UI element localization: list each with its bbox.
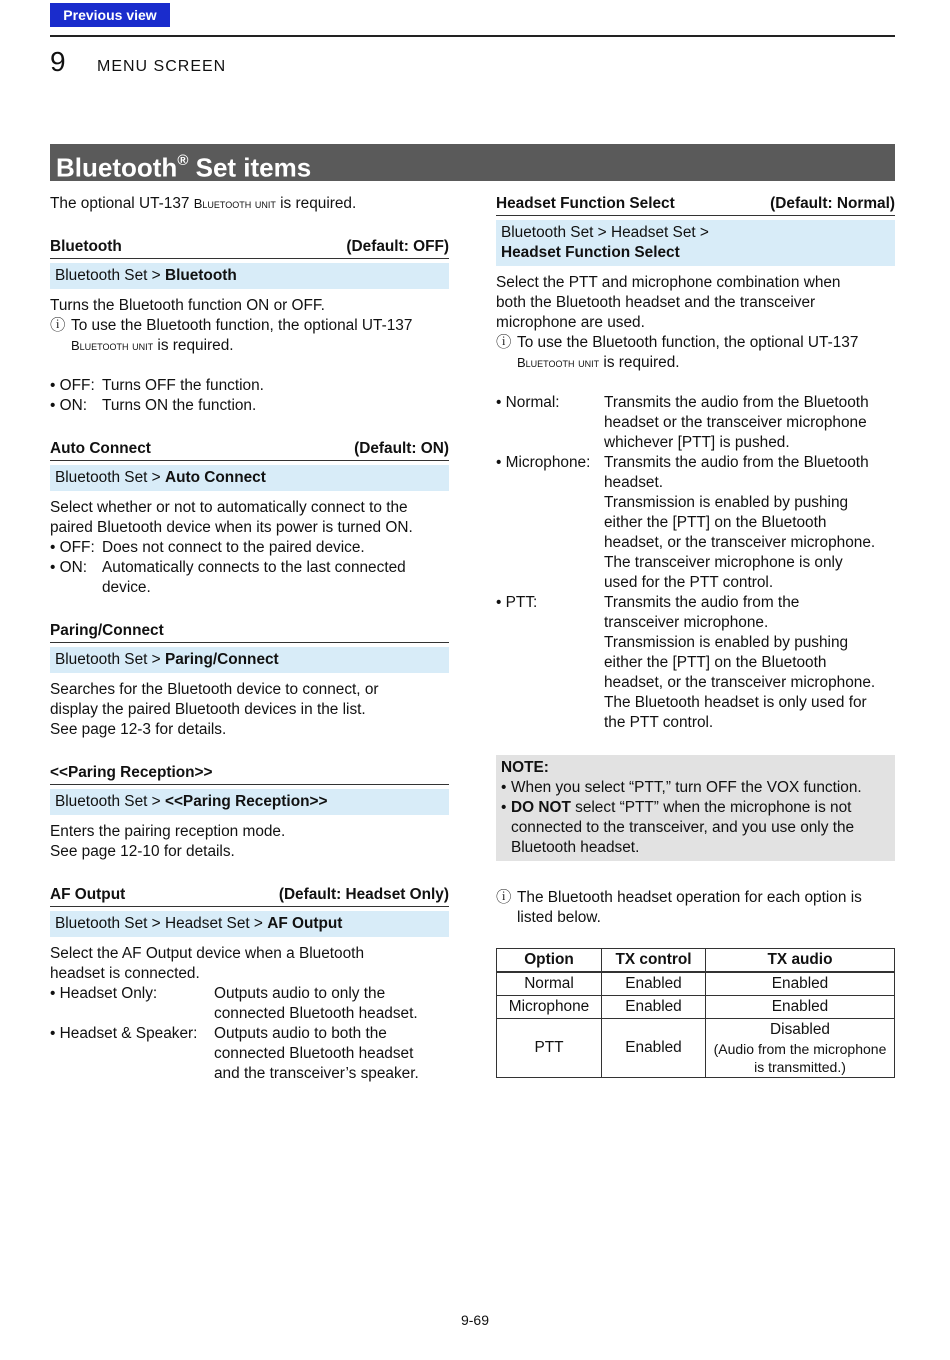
paring-connect-menu-path: Bluetooth Set > Paring/Connect — [50, 647, 449, 673]
note-title: NOTE: — [501, 759, 549, 776]
paring-reception-menu-path: Bluetooth Set > <<Paring Reception>> — [50, 789, 449, 815]
banner-title: Bluetooth — [56, 152, 178, 183]
auto-connect-menu-path: Bluetooth Set > Auto Connect — [50, 465, 449, 491]
bluetooth-desc: Turns the Bluetooth function ON or OFF. — [50, 297, 325, 314]
af-output-menu-path: Bluetooth Set > Headset Set > AF Output — [50, 911, 449, 937]
table-header: TX control — [602, 949, 706, 973]
headset-function-menu-path: Bluetooth Set > Headset Set > Headset Function Select — [496, 220, 895, 266]
headset-info: ⓘ To use the Bluetooth function, the optional UT-137 — [496, 334, 859, 351]
chapter-title: MENU SCREEN — [97, 58, 227, 75]
bluetooth-info: ⓘ To use the Bluetooth function, the optional UT-137 — [50, 317, 413, 334]
list-item: • Microphone: Transmits the audio from the Bluetooth headset. Transmission is enabled by pushing either the [PTT] on the Bluetooth headset, or the transceiver microphone. The transceiver microphone is only used for the PTT control. — [496, 454, 876, 591]
previous-view-button[interactable]: Previous view — [50, 3, 170, 27]
table-row: Normal Enabled Enabled — [497, 972, 895, 996]
paring-connect-heading: Paring/Connect — [50, 621, 449, 643]
option-table — [496, 948, 895, 1078]
table-row: PTT Enabled Disabled (Audio from the microphone is transmitted.) — [497, 1019, 895, 1078]
list-item: • OFF: Turns OFF the function. — [50, 377, 264, 394]
table-header: TX audio — [706, 949, 895, 973]
list-item: • ON: Automatically connects to the last connected — [50, 559, 406, 576]
bluetooth-menu-path: Bluetooth Set > Bluetooth — [50, 263, 449, 289]
right-column: Headset Function Select (Default: Normal) Bluetooth Set > Headset Set > Headset Function Select Select the PTT and microphone combination when both the Bluetooth headset and the transceiver microphone are used. ⓘ To use the Bluetooth function, the optional UT-137 Bluetooth unit is required. • Normal: Transmits the audio from the Bluetooth headset or the transceiver microphone whichever [PTT] is pushed. • Microphone: Transmits the audio from the Bluetooth headset. Transmission is enabled by pushing either the [PTT] on the Bluetooth headset, or the transceiver microphone. The transceiver microphone is only used for the PTT control. • PTT: Transmits the audio from the transceiver microphone. Transmission is enabled by pushing either the [PTT] on the Bluetooth headset, or the transceiver microphone. The Bluetooth headset is only used for the PTT control. NOTE: • When you select “PTT,” turn OFF the VOX function. • DO NOT select “PTT” when the microphone is not connected to the transceiver, and you use only the Bluetooth headset. ⓘ The Bluetooth headset operation for each option is listed below. Option TX control TX audio Normal Enabled Enabled Microphone Enabled Enabled PTT Enabled Disabled (Audio from the microphone is transmitted.) — [496, 194, 895, 1078]
list-item: • OFF: Does not connect to the paired device. — [50, 539, 365, 556]
table-header: Option — [497, 949, 602, 973]
section-banner — [50, 144, 895, 181]
list-item: • Normal: Transmits the audio from the Bluetooth headset or the transceiver microphone whichever [PTT] is pushed. — [496, 394, 869, 451]
note-box: NOTE: • When you select “PTT,” turn OFF the VOX function. • DO NOT select “PTT” when the microphone is not connected to the transceiver, and you use only the Bluetooth headset. — [496, 755, 895, 861]
af-output-heading: AF Output (Default: Headset Only) — [50, 885, 449, 907]
table-intro: ⓘ The Bluetooth headset operation for each option is — [496, 889, 862, 906]
registered-mark: ® — [177, 152, 189, 169]
intro-text: The optional UT-137 Bluetooth unit is required. — [50, 195, 357, 212]
list-item: • Headset & Speaker: Outputs audio to both the — [50, 1025, 387, 1042]
page-number: 9-69 — [460, 1312, 490, 1328]
banner-title-rest: Set items — [188, 152, 312, 183]
list-item: • Headset Only: Outputs audio to only the — [50, 985, 386, 1002]
chapter-number: 9 — [50, 46, 66, 77]
left-column: The optional UT-137 Bluetooth unit is required. Bluetooth (Default: OFF) Bluetooth Set > Bluetooth Turns the Bluetooth function ON or OFF. ⓘ To use the Bluetooth function, the optional UT-137 Bluetooth unit is required. • OFF: Turns OFF the function. • ON: Turns ON the function. Auto Connect (Default: ON) Bluetooth Set > Auto Connect Select whether or not to automatically connect to the paired Bluetooth device when its power is turned ON. • OFF: Does not connect to the paired device. • ON: Automatically connects to the last connected device. Paring/Connect Bluetooth Set > Paring/Connect Searches for the Bluetooth device to connect, or display the paired Bluetooth devices in the list. See page 12-3 for details. <<Paring Reception>> Bluetooth Set > <<Paring Reception>> Enters the pairing reception mode. See page 12-10 for details. AF Output (Default: Headset Only) Bluetooth Set > Headset Set > AF Output Select the AF Output device when a Bluetooth headset is connected. • Headset Only: Outputs audio to only the connected Bluetooth headset. • Headset & Speaker: Outputs audio to both the connected Bluetooth headset and the transceiver’s speaker. — [50, 195, 449, 1082]
table-row: Microphone Enabled Enabled — [497, 996, 895, 1019]
list-item: • ON: Turns ON the function. — [50, 397, 257, 414]
auto-connect-heading: Auto Connect (Default: ON) — [50, 439, 449, 461]
info-icon: ⓘ — [50, 317, 66, 334]
info-icon: ⓘ — [496, 334, 512, 351]
header-rule — [50, 35, 895, 37]
bluetooth-heading: Bluetooth (Default: OFF) — [50, 237, 449, 259]
headset-function-heading: Headset Function Select (Default: Normal) — [496, 194, 895, 216]
info-icon: ⓘ — [496, 889, 512, 906]
list-item: • PTT: Transmits the audio from the transceiver microphone. Transmission is enabled by pushing either the [PTT] on the Bluetooth headset, or the transceiver microphone. The Bluetooth headset is only used for the PTT control. — [496, 594, 876, 731]
paring-reception-heading: <<Paring Reception>> — [50, 763, 449, 785]
